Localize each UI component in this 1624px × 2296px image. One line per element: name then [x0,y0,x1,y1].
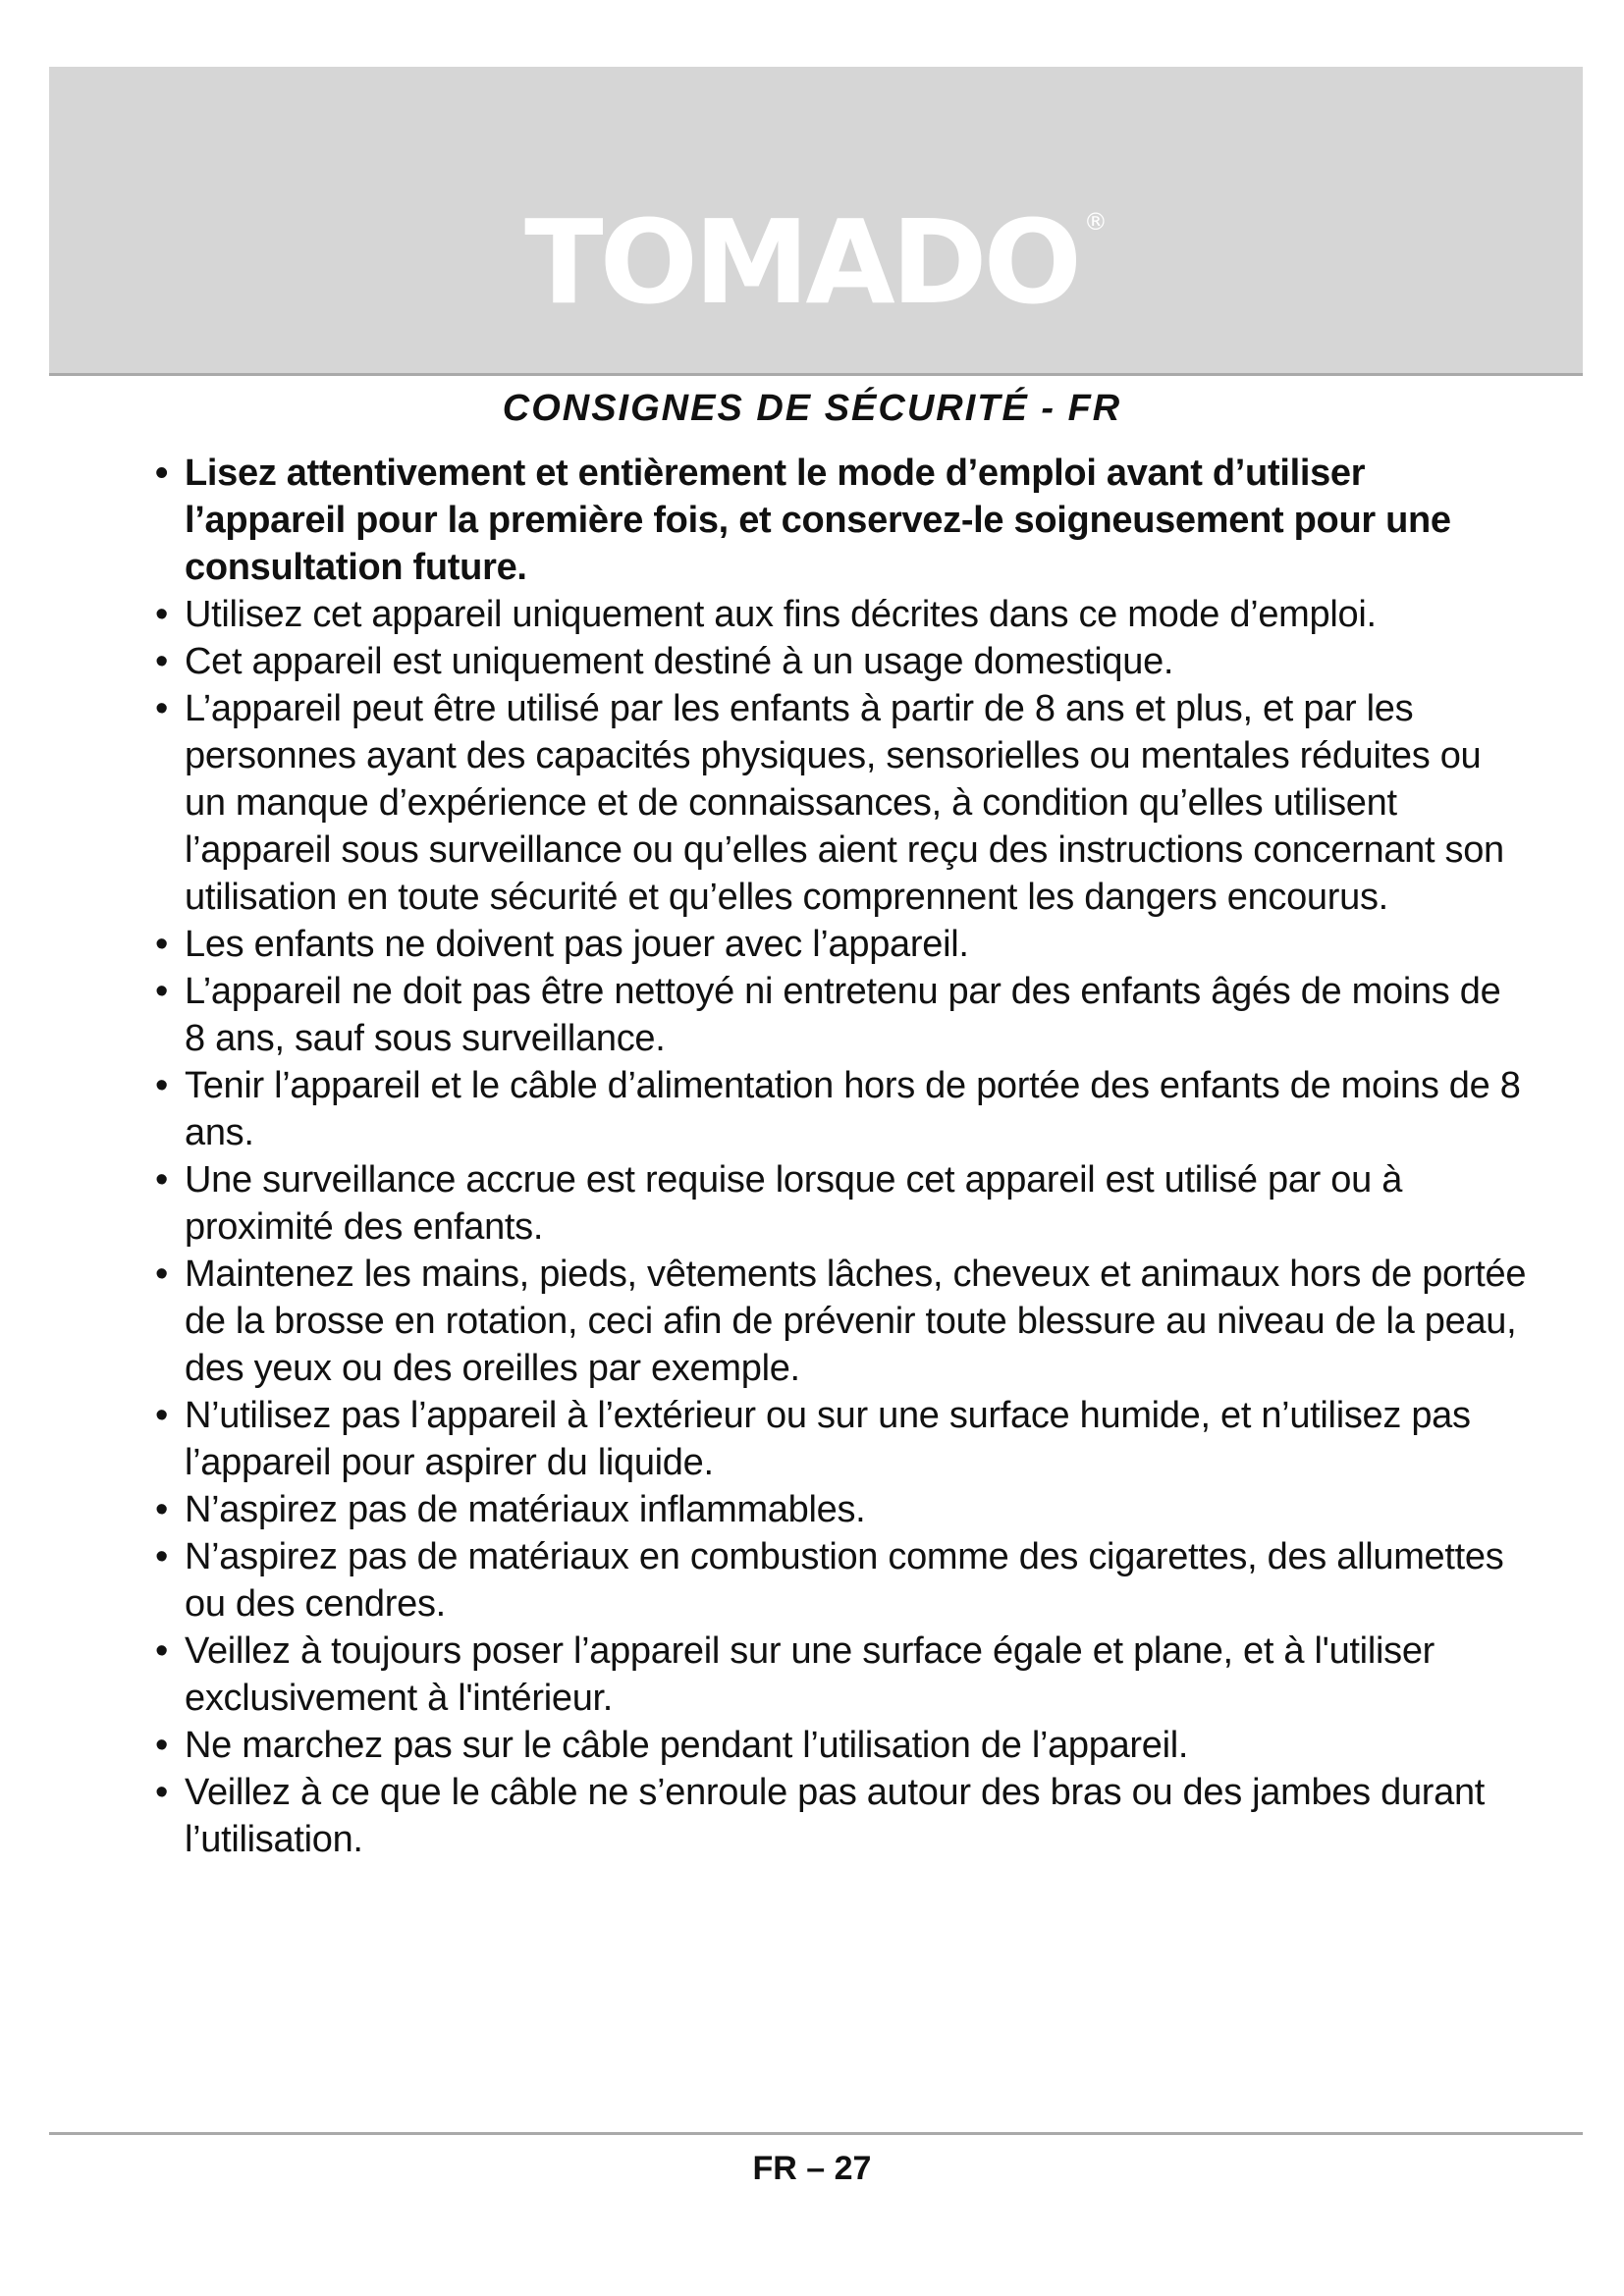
list-item [155,450,1530,591]
page-number: FR – 27 [752,2150,872,2187]
bullet-icon: • [155,1395,169,1436]
list-item-text: N’utilisez pas l’appareil à l’extérieur ou sur une surface humide, et n’utilisez pas l’appareil pour aspirer du liquide. [185,1395,1471,1483]
list-item-text: L’appareil peut être utilisé par les enfants à partir de 8 ans et plus, et par les personnes ayant des capacités physiques, sensorielles ou mentales réduites ou un manque d’expérience et de connaissances, à condition qu’elles utilisent l’appareil sous surveillance ou qu’elles aient reçu des instructions concernant son utilisation en toute sécurité et qu’elles comprennent les dangers encourus. [185,688,1504,918]
registered-mark: ® [1083,208,1108,236]
list-item-text: Veillez à toujours poser l’appareil sur une surface égale et plane, et à l'utiliser exclusivement à l'intérieur. [185,1630,1435,1719]
list-item [155,1392,1530,1486]
bullet-icon: • [155,1536,169,1577]
footer-divider [49,2132,1583,2135]
list-item-text: Ne marchez pas sur le câble pendant l’utilisation de l’appareil. [185,1725,1189,1766]
list-item-text: Cet appareil est uniquement destiné à un usage domestique. [185,641,1174,682]
page-title: CONSIGNES DE SÉCURITÉ - FR [502,388,1122,429]
bullet-icon: • [155,1159,169,1201]
list-item [155,685,1530,921]
list-item-text: Maintenez les mains, pieds, vêtements lâches, cheveux et animaux hors de portée de la brosse en rotation, ceci afin de prévenir toute blessure au niveau de la peau, des yeux ou des oreilles par exemple. [185,1254,1527,1389]
list-item [155,638,1530,685]
bullet-icon: • [155,1065,169,1106]
bullet-icon: • [155,688,169,729]
list-item-text: Les enfants ne doivent pas jouer avec l’appareil. [185,924,969,965]
bullet-icon: • [155,641,169,682]
list-item-text: Lisez attentivement et entièrement le mode d’emploi avant d’utiliser l’appareil pour la première fois, et conservez-le soigneusement pour une consultation future. [185,453,1451,588]
list-item [155,1062,1530,1156]
list-item [155,591,1530,638]
list-item-text: Une surveillance accrue est requise lorsque cet appareil est utilisé par ou à proximité des enfants. [185,1159,1403,1248]
list-item [155,968,1530,1062]
bullet-icon: • [155,1489,169,1530]
header-banner [49,67,1583,376]
bullet-icon: • [155,1772,169,1813]
list-item-text: L’appareil ne doit pas être nettoyé ni entretenu par des enfants âgés de moins de 8 ans, sauf sous surveillance. [185,971,1501,1059]
list-item [155,1769,1530,1863]
bullet-icon: • [155,453,169,494]
safety-instructions-list [155,450,1530,1863]
bullet-icon: • [155,971,169,1012]
list-item [155,1628,1530,1722]
list-item [155,921,1530,968]
bullet-icon: • [155,594,169,635]
list-item [155,1251,1530,1392]
list-item [155,1722,1530,1769]
list-item-text: N’aspirez pas de matériaux en combustion comme des cigarettes, des allumettes ou des cendres. [185,1536,1504,1625]
bullet-icon: • [155,1630,169,1672]
brand-name: TOMADO [524,194,1078,330]
list-item-text: Veillez à ce que le câble ne s’enroule pas autour des bras ou des jambes durant l’utilisation. [185,1772,1486,1860]
bullet-icon: • [155,1725,169,1766]
bullet-icon: • [155,1254,169,1295]
brand-logo [49,194,1583,330]
list-item [155,1486,1530,1533]
list-item-text: Utilisez cet appareil uniquement aux fins décrites dans ce mode d’emploi. [185,594,1377,635]
bullet-icon: • [155,924,169,965]
list-item-text: Tenir l’appareil et le câble d’alimentation hors de portée des enfants de moins de 8 ans. [185,1065,1521,1153]
list-item-text: N’aspirez pas de matériaux inflammables. [185,1489,866,1530]
list-item [155,1156,1530,1251]
list-item [155,1533,1530,1628]
